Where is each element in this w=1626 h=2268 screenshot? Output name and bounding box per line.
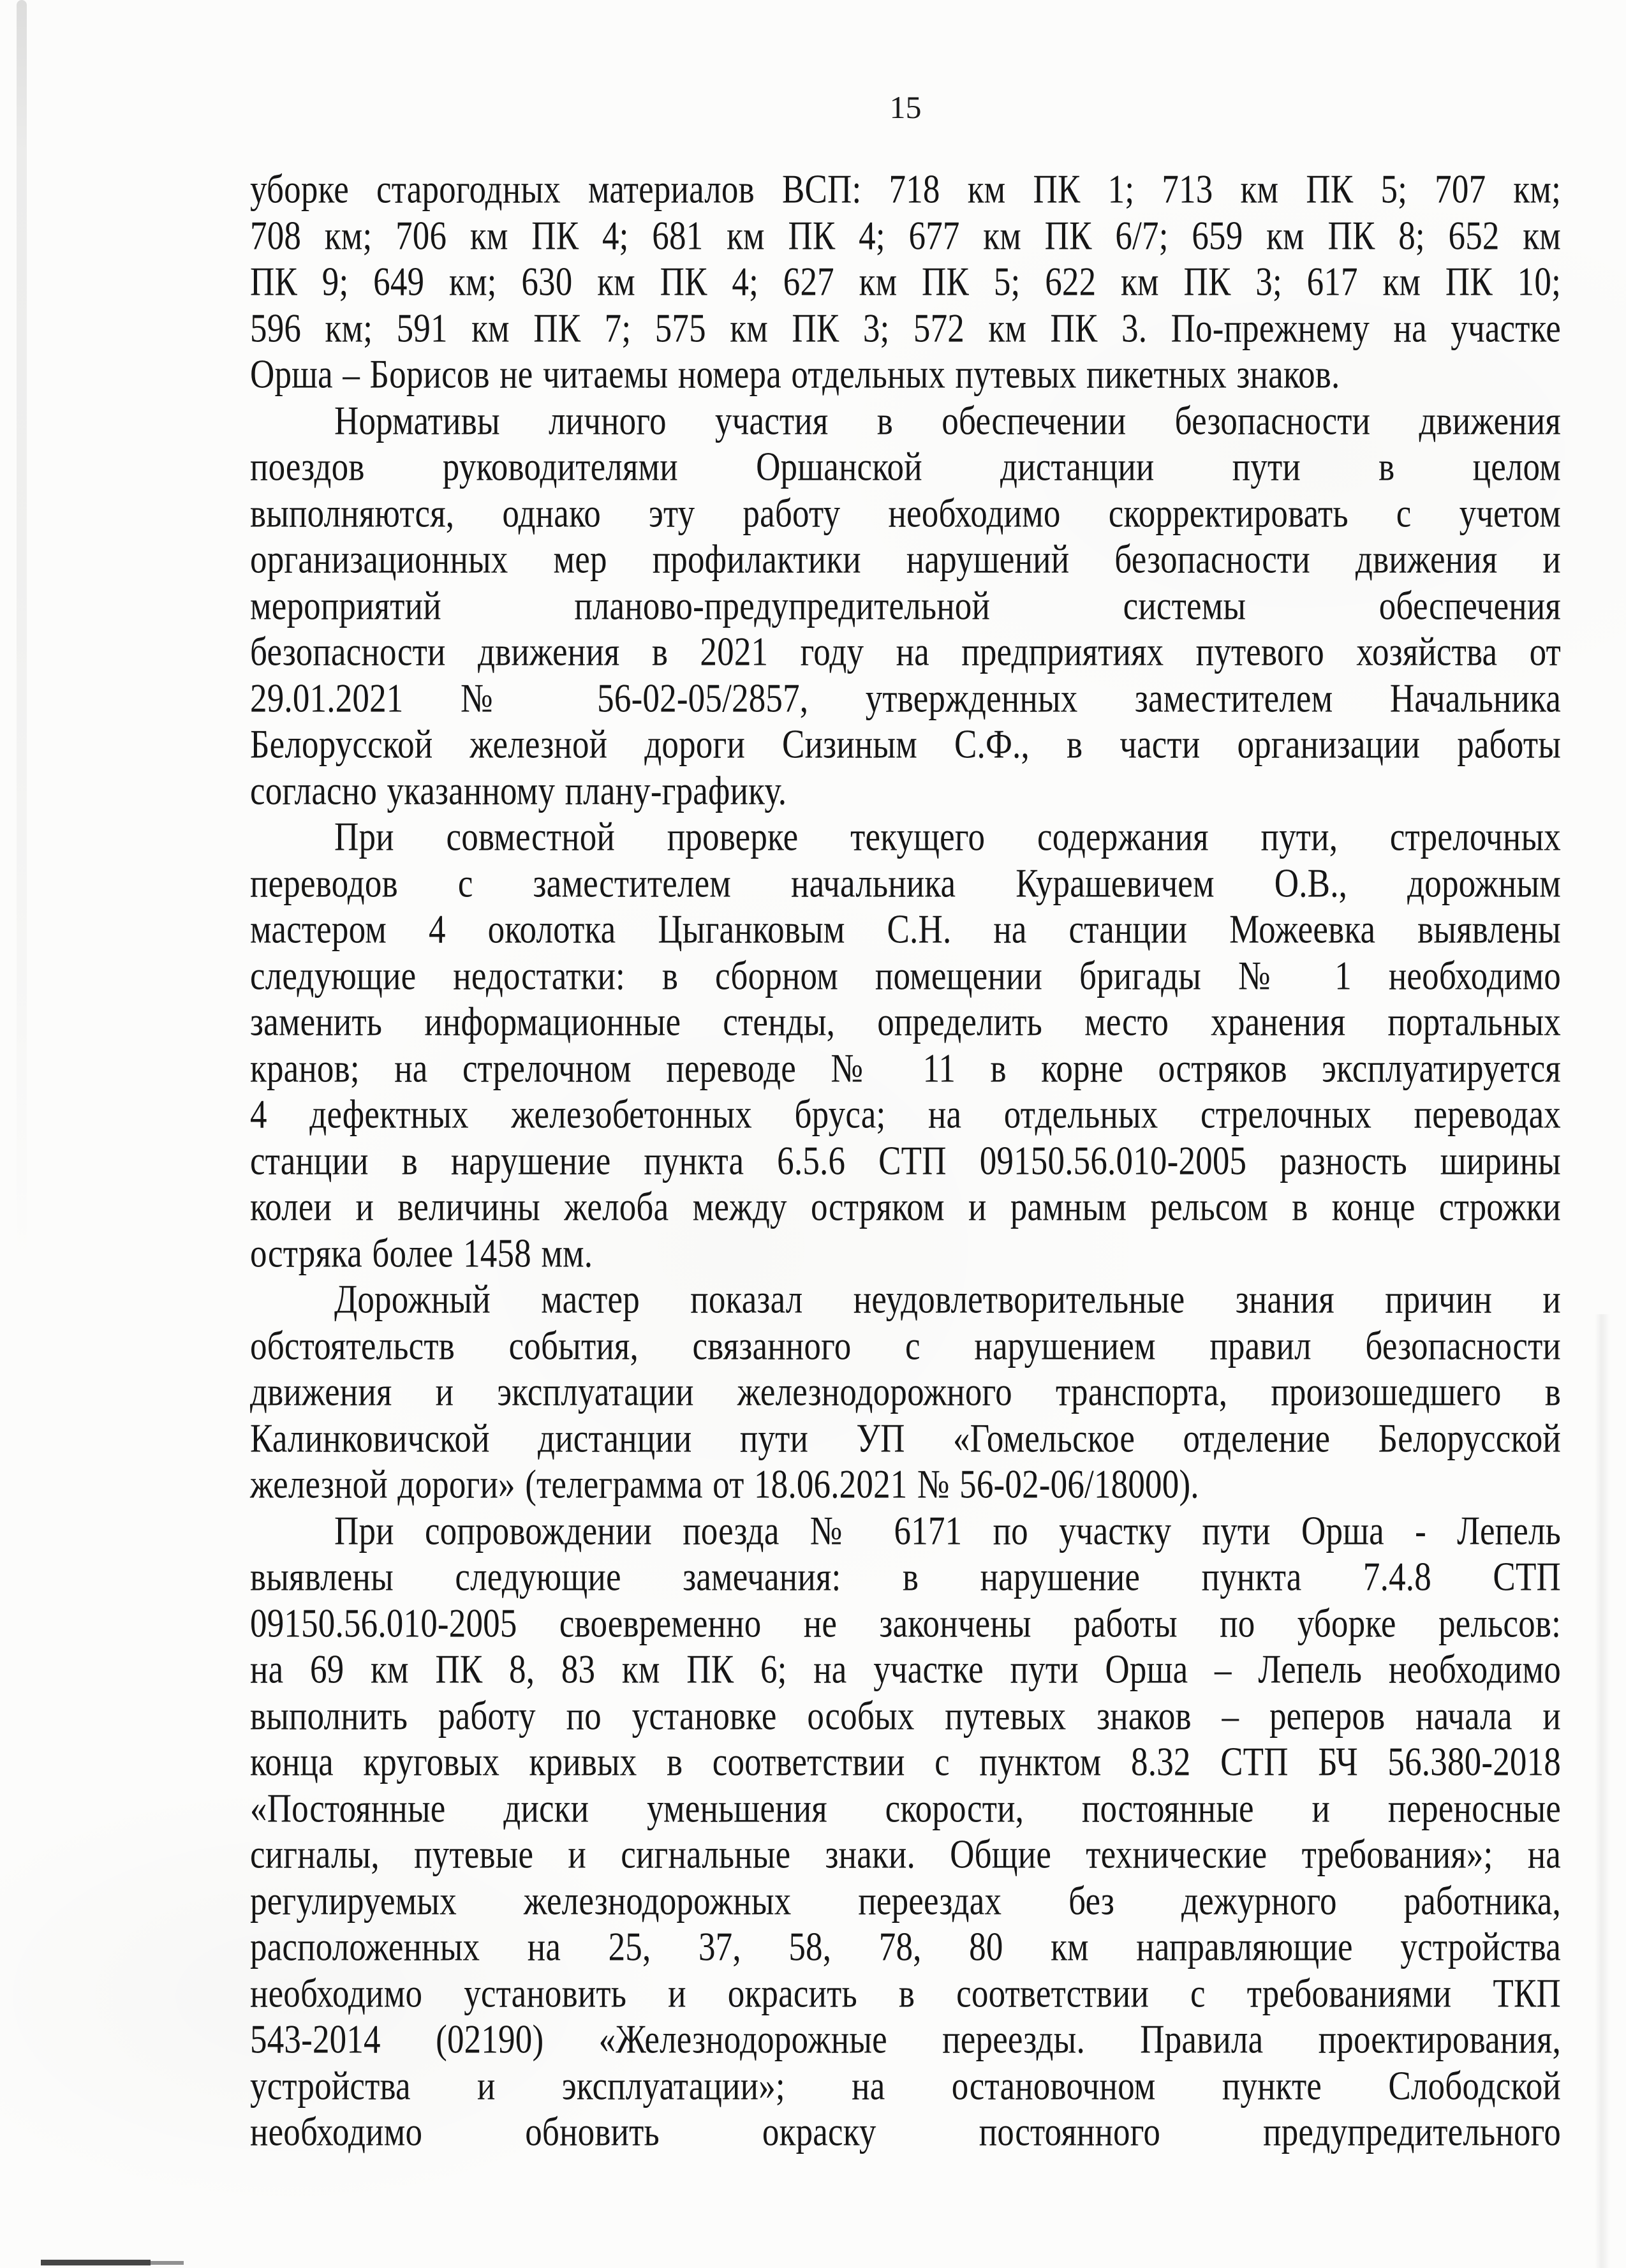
text-line: кранов; на стрелочном переводе № 11 в корне остряков эксплуатируется [250,1046,1561,1091]
text-line: 596 км; 591 км ПК 7; 575 км ПК 3; 572 км ПК 3. По-прежнему на участке [250,306,1561,351]
text-line: выполняются, однако эту работу необходимо скорректировать с учетом [250,491,1561,536]
scan-edge-shadow-right [1595,1314,1610,2268]
paragraph-1 [250,167,1561,399]
text-line: выполнить работу по установке особых путевых знаков – реперов начала и [250,1693,1561,1738]
paragraph-5 [250,1509,1561,2156]
scan-edge-shadow-left [17,0,27,1263]
text-line: расположенных на 25, 37, 58, 78, 80 км направляющие устройства [250,1925,1561,1970]
text-line: Дорожный мастер показал неудовлетворительные знания причин и [334,1277,1561,1323]
text-line: 543-2014 (02190) «Железнодорожные переезды. Правила проектирования, [250,2017,1561,2063]
text-line: необходимо установить и окрасить в соответствии с требованиями ТКП [250,1971,1561,2016]
paragraph-4 [250,1277,1561,1509]
text-line: «Постоянные диски уменьшения скорости, постоянные и переносные [250,1786,1561,1831]
paragraph-2 [250,399,1561,815]
text-line: следующие недостатки: в сборном помещении бригады № 1 необходимо [250,953,1561,998]
text-line: организационных мер профилактики нарушений безопасности движения и [250,537,1561,582]
text-line: переводов с заместителем начальника Курашевичем О.В., дорожным [250,861,1561,906]
text-line: Калинковичской дистанции пути УП «Гомельское отделение Белорусской [250,1416,1561,1461]
text-line: 708 км; 706 км ПК 4; 681 км ПК 4; 677 км ПК 6/7; 659 км ПК 8; 652 км [250,213,1561,258]
text-line: выявлены следующие замечания: в нарушение пункта 7.4.8 СТП [250,1555,1561,1600]
text-line: колеи и величины желоба между остряком и рамным рельсом в конце строжки [250,1185,1561,1230]
text-line: Орша – Борисов не читаемы номера отдельных путевых пикетных знаков. [250,352,1340,397]
text-line: остряка более 1458 мм. [250,1231,593,1276]
text-line: необходимо обновить окраску постоянного предупредительного [250,2110,1561,2155]
text-line: устройства и эксплуатации»; на остановочном пункте Слободской [250,2063,1561,2109]
text-line: мероприятий планово-предупредительной системы обеспечения [250,583,1561,628]
text-line: Белорусской железной дороги Сизиным С.Ф., в части организации работы [250,722,1561,767]
text-line: 4 дефектных железобетонных бруса; на отдельных стрелочных переводах [250,1092,1561,1138]
text-line: движения и эксплуатации железнодорожного транспорта, произошедшего в [250,1370,1561,1415]
text-line: поездов руководителями Оршанской дистанции пути в целом [250,445,1561,490]
text-line: сигналы, путевые и сигнальные знаки. Общие технические требования»; на [250,1832,1561,1878]
text-line: При сопровождении поезда № 6171 по участку пути Орша - Лепель [334,1508,1561,1553]
text-line: Нормативы личного участия в обеспечении безопасности движения [334,398,1561,443]
text-line: станции в нарушение пункта 6.5.6 СТП 09150.56.010-2005 разность ширины [250,1138,1561,1183]
text-line: железной дороги» (телеграмма от 18.06.2021 № 56-02-06/18000). [250,1462,1199,1508]
text-line: 09150.56.010-2005 своевременно не закончены работы по уборке рельсов: [250,1601,1561,1646]
text-line: уборке старогодных материалов ВСП: 718 км ПК 1; 713 км ПК 5; 707 км; [250,167,1561,212]
text-block [250,167,1561,2156]
text-line: ПК 9; 649 км; 630 км ПК 4; 627 км ПК 5; 622 км ПК 3; 617 км ПК 10; [250,260,1561,305]
text-line: регулируемых железнодорожных переездах без дежурного работника, [250,1878,1561,1923]
scan-artifact-bottom-line-tail [151,2261,184,2265]
text-line: безопасности движения в 2021 году на предприятиях путевого хозяйства от [250,630,1561,675]
paragraph-3 [250,815,1561,1277]
text-line: согласно указанному плану-графику. [250,768,787,813]
text-line: конца круговых кривых в соответствии с пунктом 8.32 СТП БЧ 56.380-2018 [250,1740,1561,1785]
text-line: мастером 4 околотка Цыганковым С.Н. на станции Можеевка выявлены [250,907,1561,952]
text-line: При совместной проверке текущего содержания пути, стрелочных [334,815,1561,860]
text-line: заменить информационные стенды, определить место хранения портальных [250,1000,1561,1045]
text-line: 29.01.2021 № 56-02-05/2857, утвержденных заместителем Начальника [250,676,1561,721]
scan-artifact-bottom-line [41,2260,151,2265]
page-number: 15 [889,89,922,125]
text-line: обстоятельств события, связанного с нарушением правил безопасности [250,1323,1561,1368]
text-line: на 69 км ПК 8, 83 км ПК 6; на участке пути Орша – Лепель необходимо [250,1647,1561,1693]
